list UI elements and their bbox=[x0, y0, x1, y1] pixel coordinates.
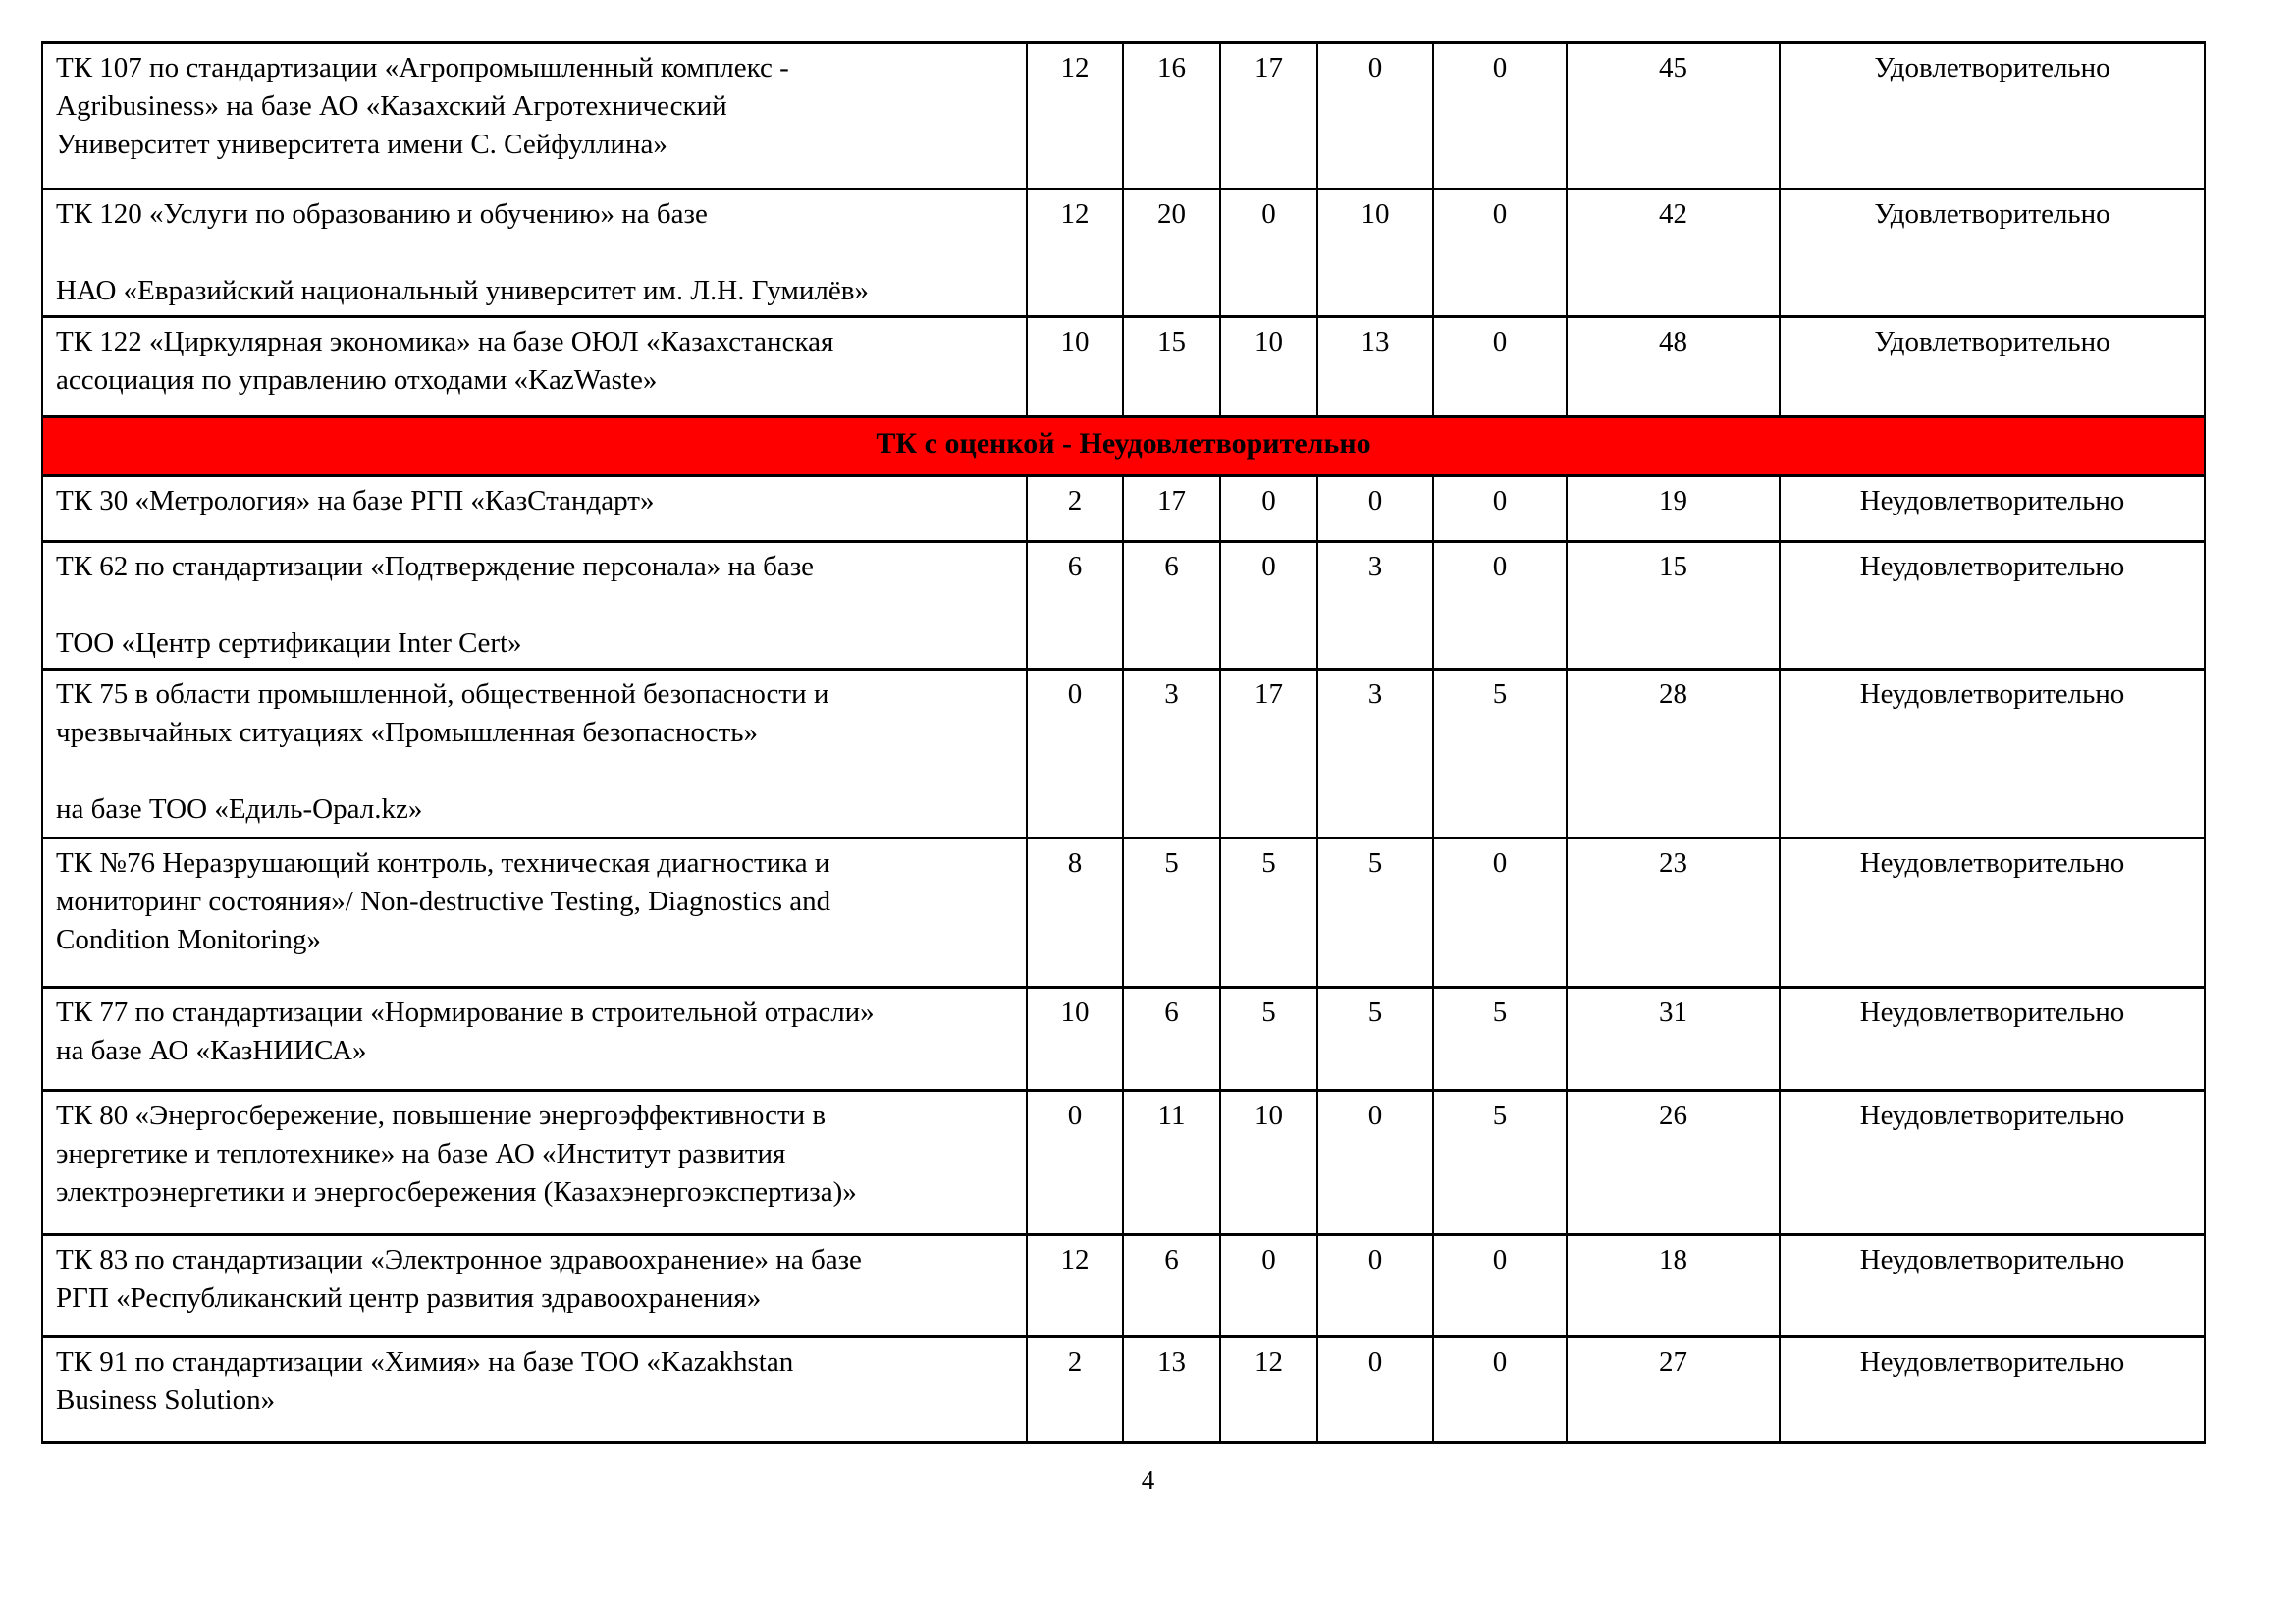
score-cell: 0 bbox=[1220, 1235, 1317, 1337]
page-number: 4 bbox=[1141, 1465, 1155, 1494]
score-cell: 12 bbox=[1027, 1235, 1123, 1337]
text-line: электроэнергетики и энергосбережения (Казахэнергоэкспертиза)» bbox=[56, 1176, 857, 1208]
total-cell: 45 bbox=[1567, 43, 1780, 189]
text-line: ТК 83 по стандартизации «Электронное здравоохранение» на базе bbox=[56, 1244, 862, 1275]
table-row bbox=[42, 189, 2205, 317]
tk-name-cell bbox=[42, 839, 1027, 988]
score-cell: 0 bbox=[1317, 43, 1433, 189]
text-line: ТК №76 Неразрушающий контроль, техническая диагностика и bbox=[56, 847, 830, 879]
score-cell: 2 bbox=[1027, 1337, 1123, 1443]
score-cell: 17 bbox=[1220, 43, 1317, 189]
score-cell: 6 bbox=[1123, 1235, 1220, 1337]
score-cell: 0 bbox=[1433, 317, 1567, 417]
score-cell: 0 bbox=[1433, 43, 1567, 189]
tk-name-cell bbox=[42, 43, 1027, 189]
score-cell: 3 bbox=[1123, 670, 1220, 839]
rating-cell: Неудовлетворительно bbox=[1780, 476, 2205, 542]
score-cell: 10 bbox=[1220, 1091, 1317, 1235]
total-cell: 48 bbox=[1567, 317, 1780, 417]
score-cell: 0 bbox=[1317, 1091, 1433, 1235]
table-row bbox=[42, 839, 2205, 988]
score-cell: 10 bbox=[1027, 317, 1123, 417]
tk-name-cell bbox=[42, 189, 1027, 317]
score-cell: 0 bbox=[1433, 542, 1567, 670]
score-cell: 5 bbox=[1317, 839, 1433, 988]
text-line: чрезвычайных ситуациях «Промышленная безопасность» bbox=[56, 717, 759, 748]
score-cell: 3 bbox=[1317, 542, 1433, 670]
text-line: НАО «Евразийский национальный университет им. Л.Н. Гумилёв» bbox=[56, 275, 869, 306]
total-cell: 19 bbox=[1567, 476, 1780, 542]
score-cell: 0 bbox=[1317, 476, 1433, 542]
score-cell: 0 bbox=[1220, 189, 1317, 317]
text-line: на базе ТОО «Едиль-Орал.kz» bbox=[56, 793, 423, 825]
tk-assessment-table bbox=[41, 41, 2206, 1444]
table-row bbox=[42, 43, 2205, 189]
total-cell: 26 bbox=[1567, 1091, 1780, 1235]
tk-name-cell bbox=[42, 670, 1027, 839]
score-cell: 5 bbox=[1433, 1091, 1567, 1235]
score-cell: 5 bbox=[1220, 988, 1317, 1091]
text-line: ТК 120 «Услуги по образованию и обучению» на базе bbox=[56, 198, 708, 230]
score-cell: 6 bbox=[1027, 542, 1123, 670]
text-line bbox=[56, 586, 1016, 624]
text-line: Agribusiness» на базе АО «Казахский Агротехнический bbox=[56, 90, 727, 122]
score-cell: 5 bbox=[1433, 670, 1567, 839]
text-line: ТК 91 по стандартизации «Химия» на базе ТОО «Kazakhstan bbox=[56, 1346, 794, 1378]
tk-name-cell bbox=[42, 1091, 1027, 1235]
score-cell: 12 bbox=[1220, 1337, 1317, 1443]
total-cell: 18 bbox=[1567, 1235, 1780, 1337]
score-cell: 0 bbox=[1433, 189, 1567, 317]
score-cell: 6 bbox=[1123, 542, 1220, 670]
score-cell: 17 bbox=[1220, 670, 1317, 839]
tk-name-cell bbox=[42, 317, 1027, 417]
text-line: Business Solution» bbox=[56, 1384, 276, 1416]
rating-cell: Удовлетворительно bbox=[1780, 43, 2205, 189]
text-line: на базе АО «КазНИИСА» bbox=[56, 1035, 367, 1066]
total-cell: 42 bbox=[1567, 189, 1780, 317]
tk-name-cell bbox=[42, 542, 1027, 670]
table-row bbox=[42, 317, 2205, 417]
tk-name-cell bbox=[42, 1235, 1027, 1337]
score-cell: 8 bbox=[1027, 839, 1123, 988]
table-row bbox=[42, 476, 2205, 542]
text-line: ТК 75 в области промышленной, общественной безопасности и bbox=[56, 678, 829, 710]
score-cell: 11 bbox=[1123, 1091, 1220, 1235]
rating-cell: Удовлетворительно bbox=[1780, 189, 2205, 317]
score-cell: 13 bbox=[1123, 1337, 1220, 1443]
table-row bbox=[42, 1091, 2205, 1235]
text-line: ТК 77 по стандартизации «Нормирование в строительной отрасли» bbox=[56, 997, 875, 1028]
table-row bbox=[42, 988, 2205, 1091]
score-cell: 0 bbox=[1433, 476, 1567, 542]
text-line: ТК 62 по стандартизации «Подтверждение персонала» на базе bbox=[56, 551, 815, 582]
table-row bbox=[42, 1337, 2205, 1443]
table-body bbox=[42, 43, 2205, 1443]
score-cell: 0 bbox=[1433, 1337, 1567, 1443]
score-cell: 10 bbox=[1220, 317, 1317, 417]
text-line: ТК 30 «Метрология» на базе РГП «КазСтандарт» bbox=[56, 485, 655, 516]
rating-cell: Удовлетворительно bbox=[1780, 317, 2205, 417]
table-row bbox=[42, 542, 2205, 670]
text-line: Университет университета имени С. Сейфуллина» bbox=[56, 129, 667, 160]
rating-cell: Неудовлетворительно bbox=[1780, 988, 2205, 1091]
score-cell: 10 bbox=[1317, 189, 1433, 317]
score-cell: 0 bbox=[1027, 1091, 1123, 1235]
text-line: мониторинг состояния»/ Non-destructive Testing, Diagnostics and bbox=[56, 886, 831, 917]
text-line: ассоциация по управлению отходами «KazWaste» bbox=[56, 364, 658, 396]
table-row bbox=[42, 670, 2205, 839]
tk-name-cell bbox=[42, 476, 1027, 542]
score-cell: 3 bbox=[1317, 670, 1433, 839]
score-cell: 0 bbox=[1027, 670, 1123, 839]
tk-name-cell bbox=[42, 1337, 1027, 1443]
rating-cell: Неудовлетворительно bbox=[1780, 670, 2205, 839]
score-cell: 12 bbox=[1027, 43, 1123, 189]
total-cell: 27 bbox=[1567, 1337, 1780, 1443]
score-cell: 0 bbox=[1220, 542, 1317, 670]
score-cell: 5 bbox=[1433, 988, 1567, 1091]
rating-cell: Неудовлетворительно bbox=[1780, 1091, 2205, 1235]
score-cell: 16 bbox=[1123, 43, 1220, 189]
text-line: энергетике и теплотехнике» на базе АО «Институт развития bbox=[56, 1138, 786, 1169]
score-cell: 20 bbox=[1123, 189, 1220, 317]
score-cell: 6 bbox=[1123, 988, 1220, 1091]
score-cell: 13 bbox=[1317, 317, 1433, 417]
score-cell: 0 bbox=[1433, 1235, 1567, 1337]
table-row bbox=[42, 1235, 2205, 1337]
banner-cell: ТК с оценкой - Неудовлетворительно bbox=[42, 417, 2205, 476]
text-line: Condition Monitoring» bbox=[56, 924, 321, 955]
score-cell: 5 bbox=[1317, 988, 1433, 1091]
score-cell: 12 bbox=[1027, 189, 1123, 317]
text-line: ТК 107 по стандартизации «Агропромышленный комплекс - bbox=[56, 52, 789, 83]
score-cell: 2 bbox=[1027, 476, 1123, 542]
score-cell: 15 bbox=[1123, 317, 1220, 417]
score-cell: 5 bbox=[1220, 839, 1317, 988]
rating-cell: Неудовлетворительно bbox=[1780, 1337, 2205, 1443]
total-cell: 31 bbox=[1567, 988, 1780, 1091]
text-line bbox=[56, 234, 1016, 272]
score-cell: 0 bbox=[1317, 1337, 1433, 1443]
text-line bbox=[56, 752, 1016, 790]
score-cell: 5 bbox=[1123, 839, 1220, 988]
rating-cell: Неудовлетворительно bbox=[1780, 1235, 2205, 1337]
total-cell: 23 bbox=[1567, 839, 1780, 988]
banner-row bbox=[42, 417, 2205, 476]
text-line: ТК 122 «Циркулярная экономика» на базе ОЮЛ «Казахстанская bbox=[56, 326, 834, 357]
rating-cell: Неудовлетворительно bbox=[1780, 839, 2205, 988]
score-cell: 0 bbox=[1220, 476, 1317, 542]
score-cell: 10 bbox=[1027, 988, 1123, 1091]
score-cell: 0 bbox=[1317, 1235, 1433, 1337]
rating-cell: Неудовлетворительно bbox=[1780, 542, 2205, 670]
text-line: ТОО «Центр сертификации Inter Cert» bbox=[56, 627, 522, 659]
score-cell: 17 bbox=[1123, 476, 1220, 542]
text-line: РГП «Республиканский центр развития здравоохранения» bbox=[56, 1282, 762, 1314]
tk-name-cell bbox=[42, 988, 1027, 1091]
text-line: ТК 80 «Энергосбережение, повышение энергоэффективности в bbox=[56, 1100, 827, 1131]
total-cell: 15 bbox=[1567, 542, 1780, 670]
score-cell: 0 bbox=[1433, 839, 1567, 988]
total-cell: 28 bbox=[1567, 670, 1780, 839]
